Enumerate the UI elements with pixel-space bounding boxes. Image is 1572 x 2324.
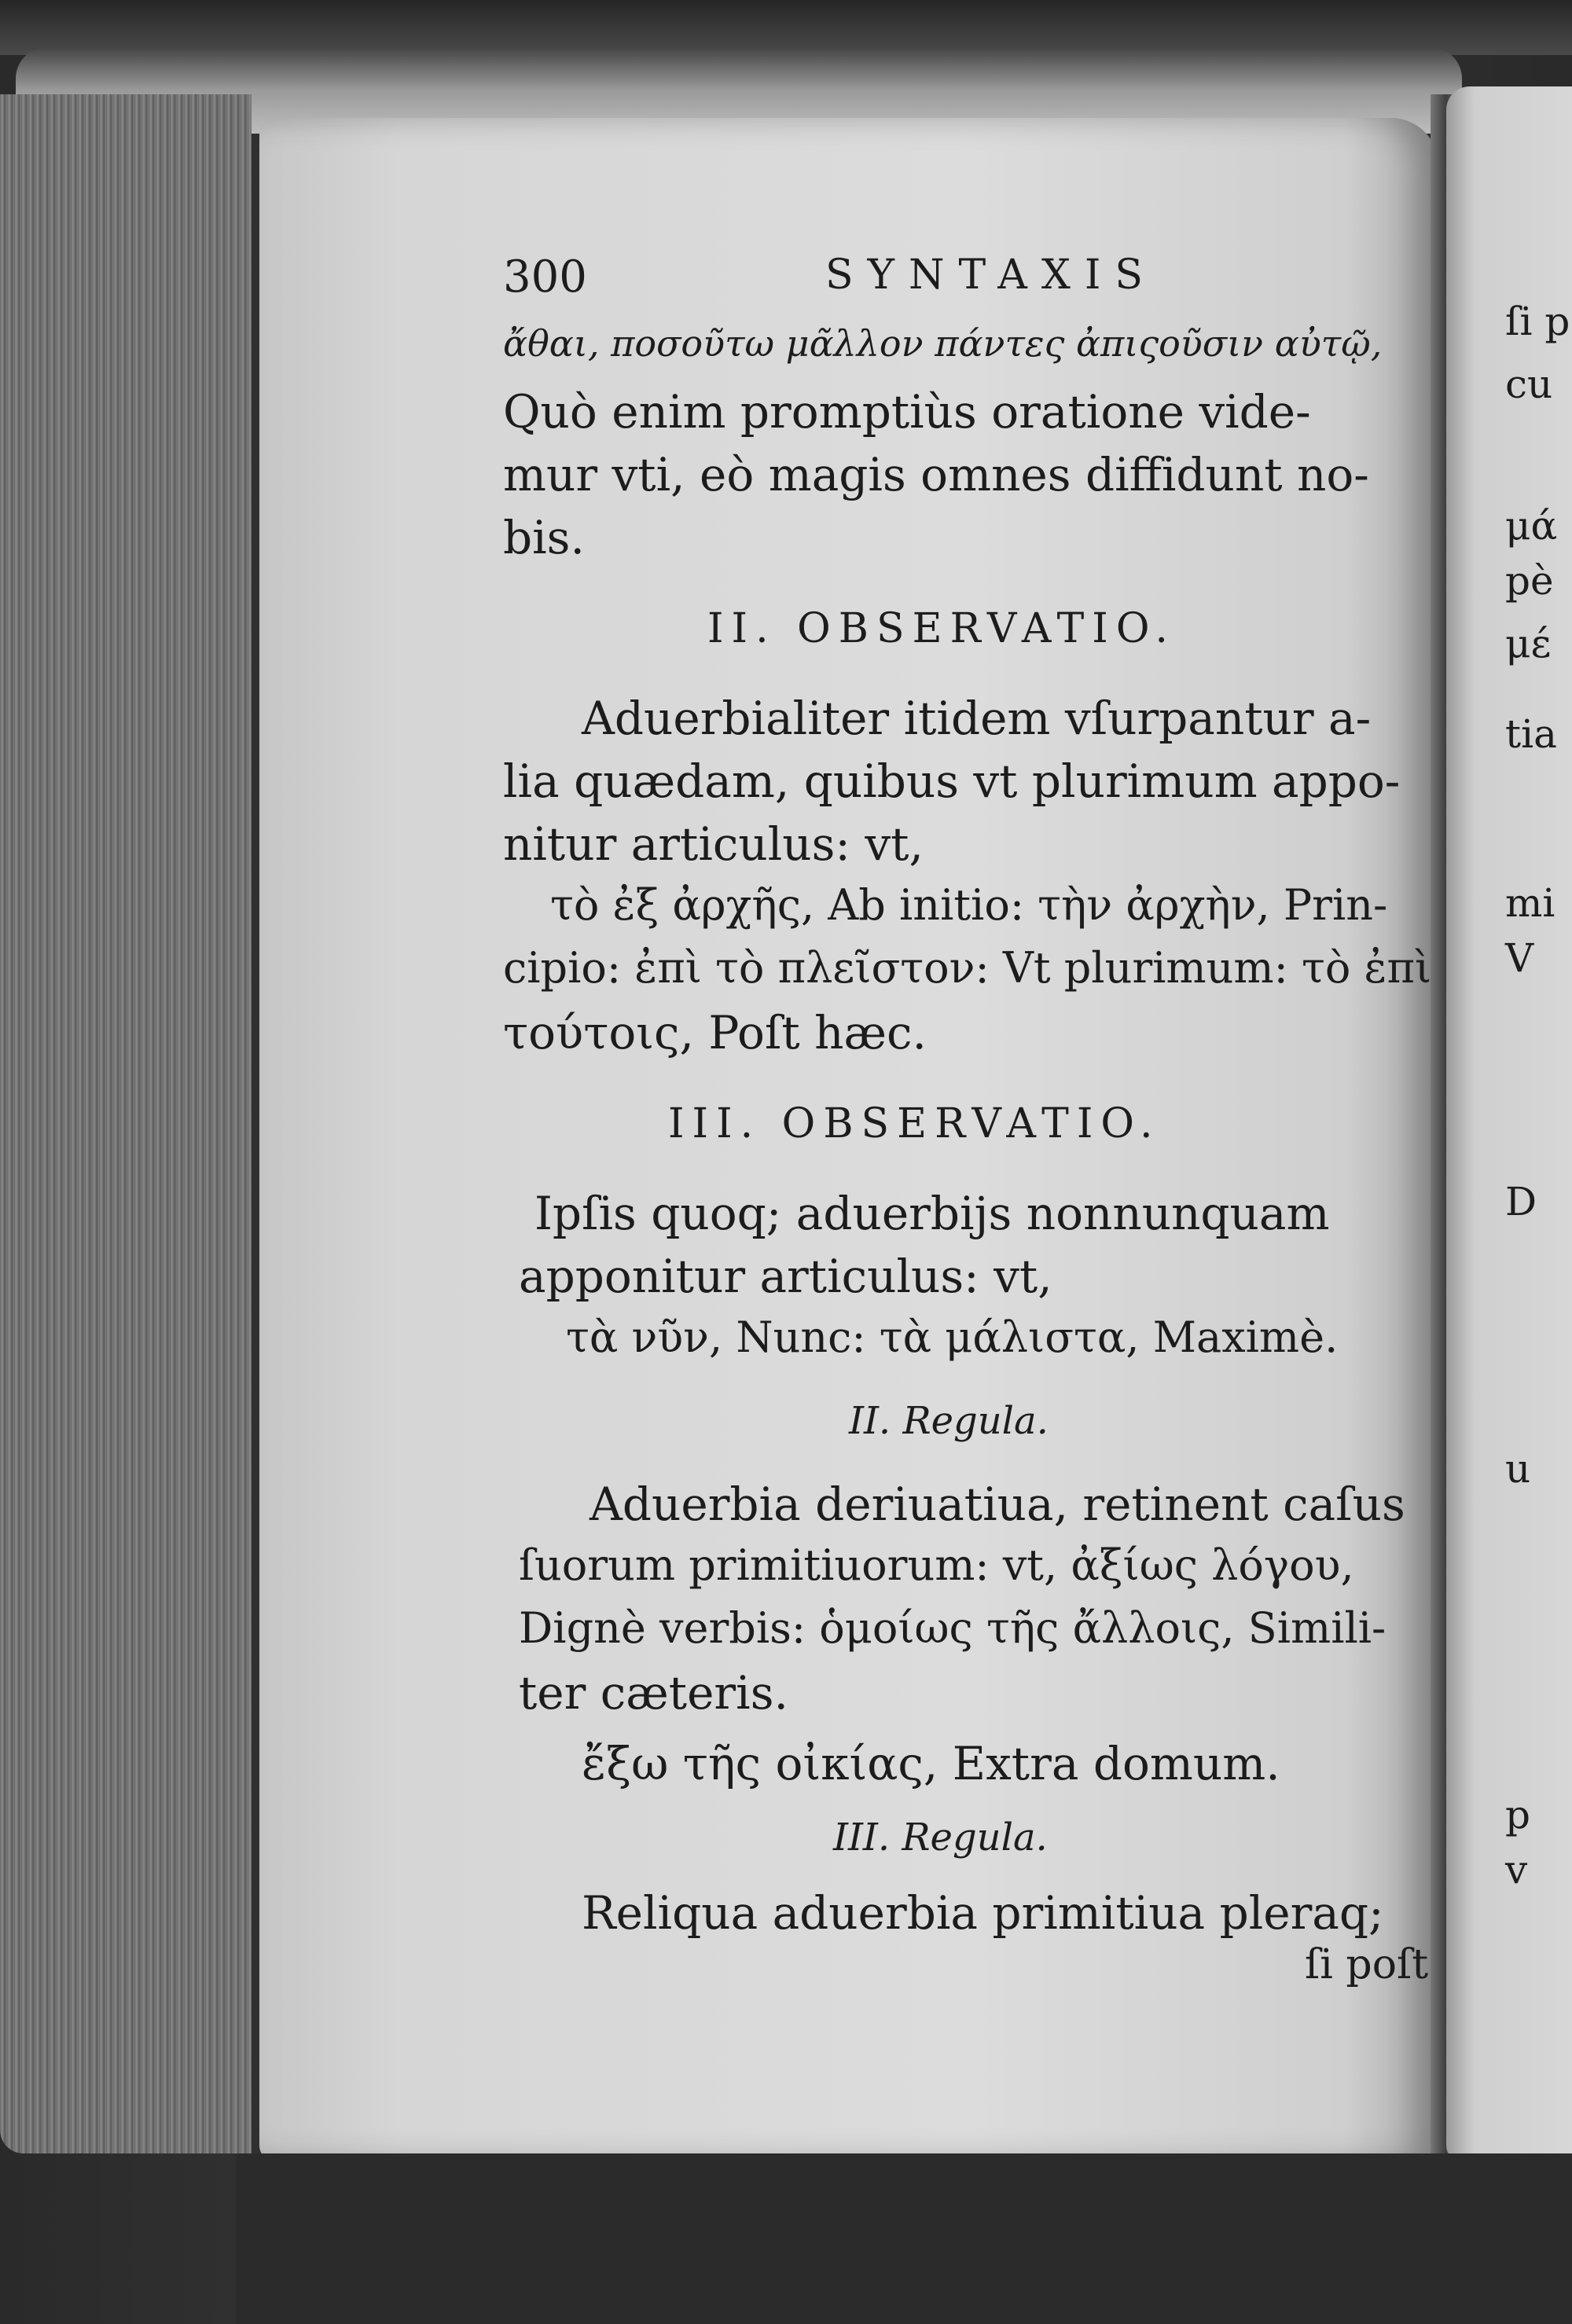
text-line: mur vti, eò magis omnes diffidunt no- (503, 448, 1369, 501)
text-line: τὸ ἐξ ἀρχῆς, Ab initio: τὴν ἀρχὴν, Prin- (550, 880, 1388, 930)
section-heading: II. OBSERVATIO. (707, 605, 1176, 652)
right-page-fragment: μέ (1505, 621, 1552, 666)
right-page-fragment: ſi p (1505, 299, 1570, 344)
page-number: 300 (503, 251, 587, 303)
right-page-fragment: u (1505, 1446, 1531, 1492)
text-line: Aduerbialiter itidem vſurpantur a- (582, 692, 1372, 745)
background-below-book (236, 2153, 1572, 2324)
right-page-fragment: V (1505, 935, 1534, 981)
right-page-fragment: p (1505, 1792, 1531, 1838)
text-line: Aduerbia deriuatiua, retinent caſus (590, 1478, 1405, 1531)
text-line: τούτοις, Poſt hæc. (503, 1006, 927, 1059)
right-page-fragment: cu (1505, 362, 1553, 407)
page-block-edge (0, 94, 252, 2153)
text-line: cipio: ἐπὶ τὸ πλεῖστον: Vt plurimum: τὸ ἐπὶ (503, 943, 1432, 993)
text-line: ſi poſt (1305, 1941, 1429, 1988)
text-line: nitur articulus: vt, (503, 817, 924, 871)
text-line: ſuorum primitiuorum: vt, ἀξίως λόγου, (519, 1540, 1354, 1590)
text-line: Dignè verbis: ὁμοίως τῆς ἄλλοις, Simili- (519, 1603, 1387, 1653)
right-page-fragment: tia (1505, 711, 1557, 757)
text-line: Reliqua aduerbia primitiua pleraq; (582, 1886, 1384, 1940)
text-line: lia quædam, quibus vt plurimum appo- (503, 754, 1401, 808)
text-line: τὰ νῦν, Nunc: τὰ μάλιστα, Maximè. (566, 1313, 1339, 1362)
text-line: apponitur articulus: vt, (519, 1250, 1052, 1303)
right-page-fragment: mi (1505, 880, 1555, 926)
text-line: Quò enim promptiùs oratione vide- (503, 385, 1311, 439)
running-title: SYNTAXIS (825, 251, 1158, 299)
text-line: ἔξω τῆς οἰκίας, Extra domum. (582, 1737, 1280, 1790)
text-line: Ipſis quoq; aduerbijs nonnunquam (534, 1187, 1330, 1240)
rule-heading: III. Regula. (833, 1816, 1048, 1860)
right-page-fragment: μά (1505, 503, 1558, 549)
section-heading: III. OBSERVATIO. (668, 1100, 1161, 1147)
right-page-fragment: pè (1505, 558, 1554, 604)
text-line: bis. (503, 511, 585, 564)
text-line: ter cæteris. (519, 1666, 788, 1720)
right-page-fragment: v (1505, 1847, 1528, 1893)
rule-heading: II. Regula. (849, 1399, 1049, 1443)
right-page-fragment: D (1505, 1179, 1537, 1224)
text-line: ἄθαι, ποσοῦτω μᾶλλον πάντες ἀπιςοῦσιν αὐτῷ, (503, 322, 1383, 365)
